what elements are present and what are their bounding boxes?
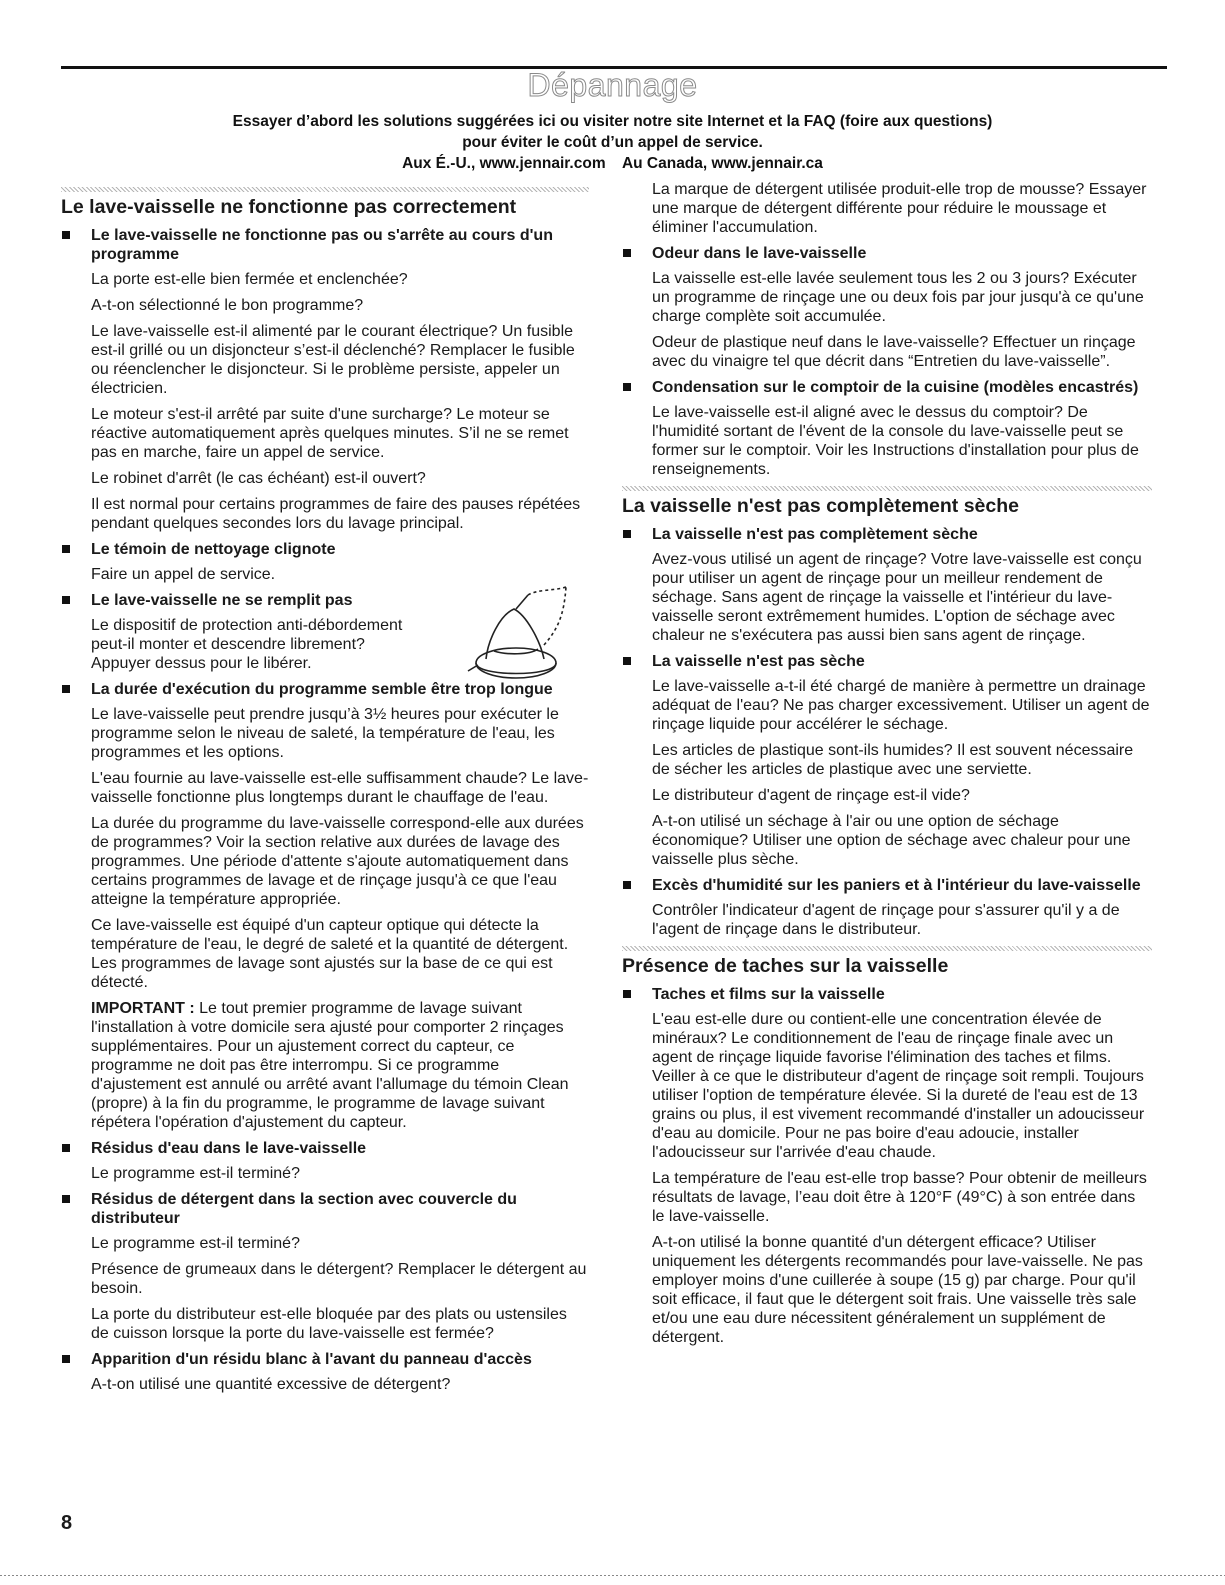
item-title: La durée d'exécution du programme semble être trop longue: [91, 681, 553, 698]
item-text: Contrôler l'indicateur d'agent de rinçage pour s'assurer qu'il y a de l'agent de rinçage dans le distributeur.: [652, 902, 1120, 938]
item-text: La vaisselle est-elle lavée seulement tous les 2 ou 3 jours? Exécuter un programme de rinçage une ou deux fois par jour jusqu'à ce qu'une charge complète soit accumulée.: [652, 270, 1144, 325]
troubleshoot-item: [61, 540, 589, 584]
bullet-square-icon: [623, 881, 631, 889]
intro-line-2: pour éviter le coût d’un appel de service.: [462, 134, 763, 151]
item-title: Condensation sur le comptoir de la cuisine (modèles encastrés): [652, 379, 1139, 396]
bullet-square-icon: [62, 1355, 70, 1363]
overfill-float-illustration: [454, 585, 589, 690]
continuation-block: [622, 180, 1152, 237]
item-text: Le robinet d'arrêt (le cas échéant) est-il ouvert?: [91, 470, 426, 487]
troubleshoot-item: [622, 244, 1152, 371]
item-text: Les articles de plastique sont-ils humides? Il est souvent nécessaire de sécher les articles de plastique avec une serviette.: [652, 742, 1134, 778]
item-text: Le lave-vaisselle est-il alimenté par le courant électrique? Un fusible est-il grillé ou un disjoncteur s’est-il déclenché? Remplacer le fusible ou réenclencher le disjoncteur. Si le problème persiste, appeler un électricien.: [91, 323, 575, 397]
item-text: Présence de grumeaux dans le détergent? Remplacer le détergent au besoin.: [91, 1261, 587, 1297]
item-title: La vaisselle n'est pas complètement sèche: [652, 526, 978, 543]
troubleshoot-item: [61, 591, 589, 673]
item-title: Le témoin de nettoyage clignote: [91, 541, 336, 558]
troubleshoot-item: [61, 680, 589, 1132]
page-title: Dépannage: [527, 67, 698, 103]
bullet-square-icon: [62, 685, 70, 693]
item-text: La porte est-elle bien fermée et enclenchée?: [91, 271, 408, 288]
section-title: La vaisselle n'est pas complètement sèche: [622, 495, 1019, 517]
troubleshoot-item: [622, 378, 1152, 479]
item-text: A-t-on utilisé une quantité excessive de détergent?: [91, 1376, 451, 1393]
section-divider: [622, 486, 1152, 491]
item-text: Il est normal pour certains programmes de faire des pauses répétées pendant quelques secondes lors du lavage principal.: [91, 496, 581, 532]
bullet-square-icon: [62, 596, 70, 604]
item-title: Apparition d'un résidu blanc à l'avant du panneau d'accès: [91, 1351, 532, 1368]
item-text: Le moteur s'est-il arrêté par suite d'une surcharge? Le moteur se réactive automatiquement après quelques minutes. S’il ne se remet pas en marche, faire un appel de service.: [91, 406, 569, 461]
website-line: [0, 153, 1225, 174]
item-text: A-t-on utilisé la bonne quantité d'un détergent efficace? Utiliser uniquement les détergents recommandés pour lave-vaisselle. Ne pas employer moins d'une cuillerée à soupe (15 g) par charge. Pour qu'il soit efficace, il faut que le détergent soit frais. Une vaisselle très sale et/ou une eau dure nécessitent généralement un supplément de détergent.: [652, 1234, 1143, 1346]
item-text: Le lave-vaisselle peut prendre jusqu’à 3½ heures pour exécuter le programme selon le niveau de saleté, la température de l'eau, les programmes et les options.: [91, 706, 559, 761]
important-text: Le tout premier programme de lavage suivant l'installation à votre domicile sera ajusté pour comporter 2 rinçages supplémentaires. Pour un ajustement correct du capteur, ce programme ne doit pas être interrompu. Si ce programme d'ajustement est annulé ou arrêté avant l'allumage du témoin Clean (propre) à la fin du programme, le programme de lavage suivant répétera l'opération d'ajustement du capteur.: [91, 1000, 569, 1131]
item-title: La vaisselle n'est pas sèche: [652, 653, 865, 670]
troubleshoot-item: [622, 985, 1152, 1347]
canada-website-link[interactable]: Au Canada, www.jennair.ca: [621, 155, 823, 172]
item-title: Le lave-vaisselle ne fonctionne pas ou s'arrête au cours d'un programme: [91, 227, 553, 263]
bullet-square-icon: [623, 249, 631, 257]
bullet-square-icon: [623, 990, 631, 998]
right-column: [622, 180, 1152, 1354]
item-title: Le lave-vaisselle ne se remplit pas: [91, 592, 353, 609]
troubleshoot-item: [61, 1190, 589, 1343]
item-text: L'eau fournie au lave-vaisselle est-elle suffisamment chaude? Le lave-vaisselle fonctionne plus longtemps durant le chauffage de l'eau.: [91, 770, 589, 806]
item-text: L'eau est-elle dure ou contient-elle une concentration élevée de minéraux? Le conditionnement de l'eau de rinçage finale avec un agent de rinçage liquide favorise l'élimination des taches et films. Veiller à ce que le distributeur d'agent de rinçage soit rempli. Toujours utiliser l'option de température élevée. Si la dureté de l'eau est de 13 grains ou plus, il est vivement recommandé d'installer un adoucisseur d'eau au domicile. Pour ne pas boire d'eau adoucie, installer l'adoucisseur sur l'arrivée d'eau chaude.: [652, 1011, 1145, 1161]
intro-block: [0, 111, 1225, 174]
bottom-rule: [0, 1575, 1225, 1576]
troubleshoot-item: [61, 1139, 589, 1183]
item-text: La porte du distributeur est-elle bloquée par des plats ou ustensiles de cuisson lorsque la porte du lave-vaisselle est fermée?: [91, 1306, 567, 1342]
item-text: Le dispositif de protection anti-débordement peut-il monter et descendre librement? Appuyer dessus pour le libérer.: [91, 617, 403, 672]
important-note: [91, 999, 589, 1132]
item-title: Odeur dans le lave-vaisselle: [652, 245, 867, 262]
troubleshoot-item: [622, 525, 1152, 645]
bullet-square-icon: [62, 1195, 70, 1203]
item-title: Excès d'humidité sur les paniers et à l'intérieur du lave-vaisselle: [652, 877, 1141, 894]
section-title: Le lave-vaisselle ne fonctionne pas correctement: [61, 196, 517, 218]
bullet-square-icon: [62, 1144, 70, 1152]
item-text: Le programme est-il terminé?: [91, 1235, 300, 1252]
section-divider: [622, 946, 1152, 951]
item-text: Faire un appel de service.: [91, 566, 276, 583]
item-title: Résidus de détergent dans la section avec couvercle du distributeur: [91, 1191, 517, 1227]
item-title: Taches et films sur la vaisselle: [652, 986, 885, 1003]
section-title: Présence de taches sur la vaisselle: [622, 955, 949, 977]
item-text: Le lave-vaisselle a-t-il été chargé de manière à permettre un drainage adéquat de l'eau? Ne pas charger excessivement. Utiliser un agent de rinçage liquide pour accélérer le séchage.: [652, 678, 1150, 733]
bullet-square-icon: [623, 530, 631, 538]
us-website-link[interactable]: Aux É.-U., www.jennair.com: [402, 155, 606, 172]
item-text: Le distributeur d'agent de rinçage est-il vide?: [652, 787, 970, 804]
item-text: Ce lave-vaisselle est équipé d'un capteur optique qui détecte la température de l'eau, le degré de saleté et la quantité de détergent. Les programmes de lavage sont ajustés sur la base de ce qui est détecté.: [91, 917, 569, 991]
item-text: Le lave-vaisselle est-il aligné avec le dessus du comptoir? De l'humidité sortant de l'évent de la console du lave-vaisselle peut se former sur le comptoir. Voir les Instructions d'installation pour plus de renseignements.: [652, 404, 1139, 478]
item-title: Résidus d'eau dans le lave-vaisselle: [91, 1140, 367, 1157]
page-number: 8: [61, 1512, 73, 1534]
troubleshoot-item: [61, 226, 589, 533]
troubleshoot-item: [622, 652, 1152, 869]
item-text: La marque de détergent utilisée produit-elle trop de mousse? Essayer une marque de détergent différente pour réduire le moussage et éliminer l'accumulation.: [652, 181, 1147, 236]
section-divider: [61, 187, 589, 192]
intro-line-1: Essayer d’abord les solutions suggérées ici ou visiter notre site Internet et la FAQ (foire aux questions): [232, 113, 993, 130]
important-label: IMPORTANT :: [91, 1000, 195, 1017]
item-text: La température de l'eau est-elle trop basse? Pour obtenir de meilleurs résultats de lavage, l’eau doit être à 120°F (49°C) à son entrée dans le lave-vaisselle.: [652, 1170, 1147, 1225]
bullet-square-icon: [623, 383, 631, 391]
item-text: Avez-vous utilisé un agent de rinçage? Votre lave-vaisselle est conçu pour utiliser un agent de rinçage pour un meilleur rendement de séchage. Sans agent de rinçage la vaisselle et l'intérieur du lave-vaisselle seront extrêmement humides. L'option de séchage avec chaleur ne s'exécutera pas aussi bien sans agent de rinçage.: [652, 551, 1142, 644]
item-text: Le programme est-il terminé?: [91, 1165, 300, 1182]
item-text: La durée du programme du lave-vaisselle correspond-elle aux durées de programmes? Voir la section relative aux durées de lavage des programmes. Une période d'attente s'ajoute automatiquement dans certains programmes de lavage et de rinçage jusqu'à ce que l'eau atteigne la température appropriée.: [91, 815, 584, 908]
left-column: [61, 181, 589, 1401]
bullet-square-icon: [62, 231, 70, 239]
item-text: A-t-on utilisé un séchage à l'air ou une option de séchage économique? Utiliser une option de séchage avec chaleur pour une vaisselle plus sèche.: [652, 813, 1131, 868]
troubleshoot-item: [622, 876, 1152, 939]
item-text: Odeur de plastique neuf dans le lave-vaisselle? Effectuer un rinçage avec du vinaigre tel que décrit dans “Entretien du lave-vaisselle”.: [652, 334, 1136, 370]
item-text: A-t-on sélectionné le bon programme?: [91, 297, 364, 314]
bullet-square-icon: [623, 657, 631, 665]
troubleshoot-item: [61, 1350, 589, 1394]
bullet-square-icon: [62, 545, 70, 553]
